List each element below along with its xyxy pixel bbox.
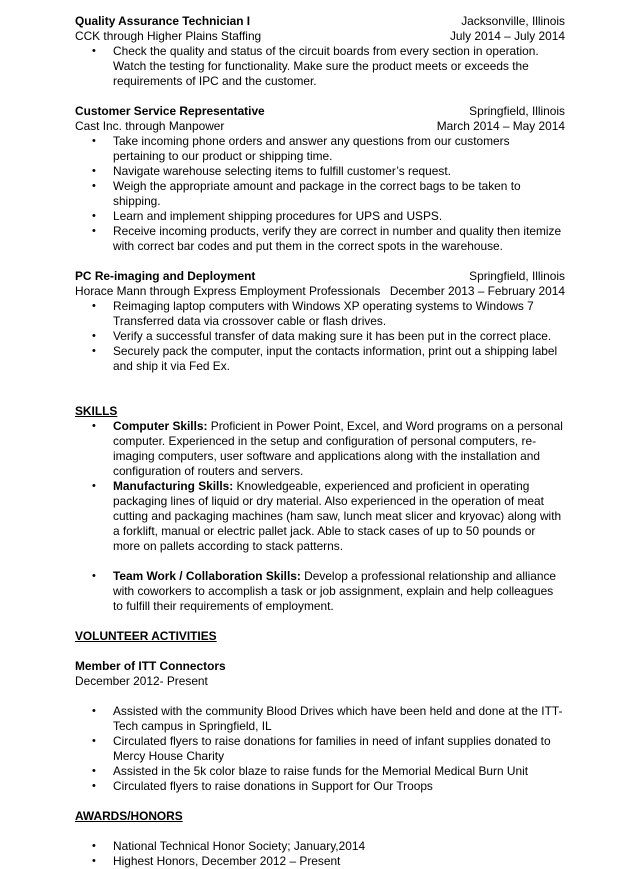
- job-title: Customer Service Representative: [75, 104, 265, 118]
- job-location: Jacksonville, Illinois: [461, 14, 565, 28]
- skills-list: [75, 419, 565, 614]
- list-item: • Circulated flyers to raise donations in Support for Our Troops: [75, 779, 565, 794]
- awards-list: [75, 839, 565, 869]
- list-item: • Receive incoming products, verify they are correct in number and quality then itemize with correct bar codes and put them in the correct spots in the warehouse.: [75, 224, 565, 254]
- volunteer-section: [75, 629, 565, 794]
- list-item: • Reimaging laptop computers with Windows XP operating systems to Windows 7 Transferred data via crossover cable or flash drives.: [75, 299, 565, 329]
- list-item: • Learn and implement shipping procedures for UPS and USPS.: [75, 209, 565, 224]
- list-item: • Navigate warehouse selecting items to fulfill customer’s request.: [75, 164, 565, 179]
- list-item: • Circulated flyers to raise donations for families in need of infant supplies donated to Mercy House Charity: [75, 734, 565, 764]
- job-location: Springfield, Illinois: [469, 269, 565, 283]
- list-item: • Weigh the appropriate amount and package in the correct bags to be taken to shipping.: [75, 179, 565, 209]
- awards-section: [75, 809, 565, 869]
- list-item: • Assisted with the community Blood Drives which have been held and done at the ITT-Tech campus in Springfield, IL: [75, 704, 565, 734]
- skills-section: [75, 404, 565, 614]
- list-item: [75, 419, 565, 479]
- list-item: • National Technical Honor Society; January,2014: [75, 839, 565, 854]
- volunteer-org: Member of ITT Connectors: [75, 659, 226, 673]
- skill-label: Computer Skills:: [113, 419, 208, 433]
- list-item: • Highest Honors, December 2012 – Present: [75, 854, 565, 869]
- job-dates: July 2014 – July 2014: [449, 29, 565, 43]
- job-title: PC Re-imaging and Deployment: [75, 269, 256, 283]
- section-heading: VOLUNTEER ACTIVITIES: [75, 629, 217, 643]
- job-entry: [75, 269, 565, 374]
- skill-text: Knowledgeable, experienced and proficient in operating packaging lines of liquid or dry material. Also experienced in the operation of meat cutting and packaging machines (ham saw, lunch meat slicer and kryovac) along with a forklift, manual or electric pallet jack. Able to stack cases of up to 50 pounds or more on pallets according to stack patterns.: [113, 479, 562, 553]
- job-location: Springfield, Illinois: [469, 104, 565, 118]
- job-dates: March 2014 – May 2014: [436, 119, 565, 133]
- section-heading: AWARDS/HONORS: [75, 809, 183, 823]
- job-duties: [75, 299, 565, 374]
- list-item: • Check the quality and status of the circuit boards from every section in operation. Watch the testing for functionality. Make sure the product meets or exceeds the requirements of IPC and the customer.: [75, 44, 565, 89]
- skill-text: Proficient in Power Point, Excel, and Word programs on a personal computer. Experienced in the setup and configuration of personal computers, re-imaging computers, user software and applications along with the installation and configuration of routers and servers.: [113, 419, 563, 478]
- job-company: Horace Mann through Express Employment Professionals: [75, 284, 381, 298]
- section-heading: SKILLS: [75, 404, 118, 418]
- volunteer-dates: December 2012- Present: [75, 674, 208, 688]
- job-company: CCK through Higher Plains Staffing: [75, 29, 262, 43]
- skill-label: Manufacturing Skills:: [113, 479, 234, 493]
- list-item: • Verify a successful transfer of data making sure it has been put in the correct place.: [75, 329, 565, 344]
- list-item: [75, 569, 565, 614]
- job-entry: [75, 14, 565, 89]
- resume-page: [75, 14, 565, 869]
- job-title: Quality Assurance Technician I: [75, 14, 251, 28]
- list-item: • Securely pack the computer, input the contacts information, print out a shipping label and ship it via Fed Ex.: [75, 344, 565, 374]
- job-duties: [75, 44, 565, 89]
- list-item: • Assisted in the 5k color blaze to raise funds for the Memorial Medical Burn Unit: [75, 764, 565, 779]
- job-company: Cast Inc. through Manpower: [75, 119, 225, 133]
- volunteer-list: [75, 704, 565, 794]
- list-item: • Take incoming phone orders and answer any questions from our customers pertaining to our product or shipping time.: [75, 134, 565, 164]
- skill-label: Team Work / Collaboration Skills:: [113, 569, 301, 583]
- list-item: [75, 479, 565, 554]
- job-dates: December 2013 – February 2014: [389, 284, 565, 298]
- skill-text: Develop a professional relationship and alliance with coworkers to accomplish a task or job assignment, explain and help colleagues to fulfill their requirements of employment.: [113, 569, 557, 613]
- job-duties: [75, 134, 565, 254]
- job-entry: [75, 104, 565, 254]
